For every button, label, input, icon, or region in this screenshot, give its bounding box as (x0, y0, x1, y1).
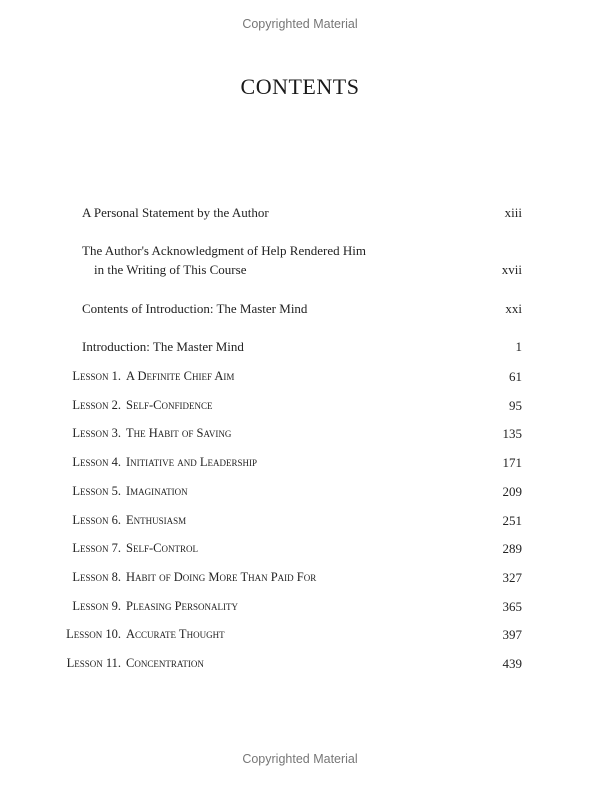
lesson-entry[interactable] (0, 367, 600, 387)
lesson-entry[interactable] (0, 511, 600, 531)
lesson-entry[interactable] (0, 482, 600, 502)
page-title: CONTENTS (240, 74, 360, 99)
lesson-page: 61 (509, 369, 522, 384)
copyright-watermark-bottom: Copyrighted Material (242, 752, 358, 766)
entry-title: A Personal Statement by the Author (82, 205, 269, 220)
lesson-label: Lesson 11. (66, 656, 121, 670)
lesson-title: Self-Control (126, 541, 198, 556)
lesson-entry[interactable] (0, 597, 600, 617)
entry-page: xiii (504, 205, 522, 220)
entry-page: xxi (505, 301, 522, 316)
lesson-entry[interactable] (0, 396, 600, 416)
lesson-title: Imagination (126, 483, 188, 498)
lesson-label: Lesson 7. (72, 541, 121, 556)
entry-title: Contents of Introduction: The Master Mind (82, 301, 308, 316)
entry-page: xvii (501, 262, 522, 277)
lesson-entry[interactable] (0, 654, 600, 674)
lesson-title: Habit of Doing More Than Paid For (126, 569, 317, 584)
lesson-page: 439 (502, 656, 522, 671)
lesson-label: Lesson 6. (72, 512, 121, 527)
lesson-label: Lesson 3. (72, 426, 121, 441)
lesson-page: 251 (502, 512, 522, 528)
lesson-page: 95 (509, 397, 522, 413)
lesson-entry[interactable] (0, 453, 600, 473)
lesson-page: 135 (502, 426, 522, 442)
lesson-page: 397 (502, 627, 522, 643)
lesson-entry[interactable] (0, 539, 600, 559)
lesson-label: Lesson 10. (66, 627, 121, 642)
lesson-page: 365 (502, 598, 522, 614)
lesson-page: 171 (502, 455, 522, 471)
copyright-watermark-top: Copyrighted Material (242, 17, 358, 31)
lesson-label: Lesson 4. (72, 455, 121, 470)
lesson-title: Self-Confidence (126, 397, 213, 412)
toc-entry[interactable] (0, 241, 600, 281)
lesson-title: Accurate Thought (126, 627, 225, 642)
lesson-page: 289 (502, 541, 522, 557)
lesson-page: 209 (502, 483, 522, 499)
lesson-title: The Habit of Saving (126, 426, 232, 441)
lesson-title: Enthusiasm (126, 512, 187, 527)
toc-entry[interactable] (0, 337, 600, 357)
toc-entry[interactable] (0, 203, 600, 223)
lesson-title: Initiative and Leadership (126, 455, 258, 470)
lesson-page: 327 (502, 569, 522, 585)
entry-title: The Author's Acknowledgment of Help Rendered Him (82, 243, 366, 258)
entry-page: 1 (515, 339, 522, 354)
lesson-label: Lesson 9. (72, 598, 121, 613)
lesson-label: Lesson 2. (72, 397, 121, 412)
lesson-label: Lesson 1. (72, 369, 121, 383)
lesson-label: Lesson 8. (72, 569, 121, 584)
lesson-title: Pleasing Personality (126, 598, 239, 613)
lesson-entry[interactable] (0, 568, 600, 588)
lesson-entry[interactable] (0, 625, 600, 645)
lesson-title: Concentration (126, 656, 204, 670)
toc-entry[interactable] (0, 299, 600, 319)
entry-title: Introduction: The Master Mind (82, 339, 244, 354)
lesson-entry[interactable] (0, 424, 600, 444)
lesson-title: A Definite Chief Aim (126, 369, 235, 383)
entry-title-line2: in the Writing of This Course (94, 262, 247, 277)
lesson-label: Lesson 5. (72, 483, 121, 498)
